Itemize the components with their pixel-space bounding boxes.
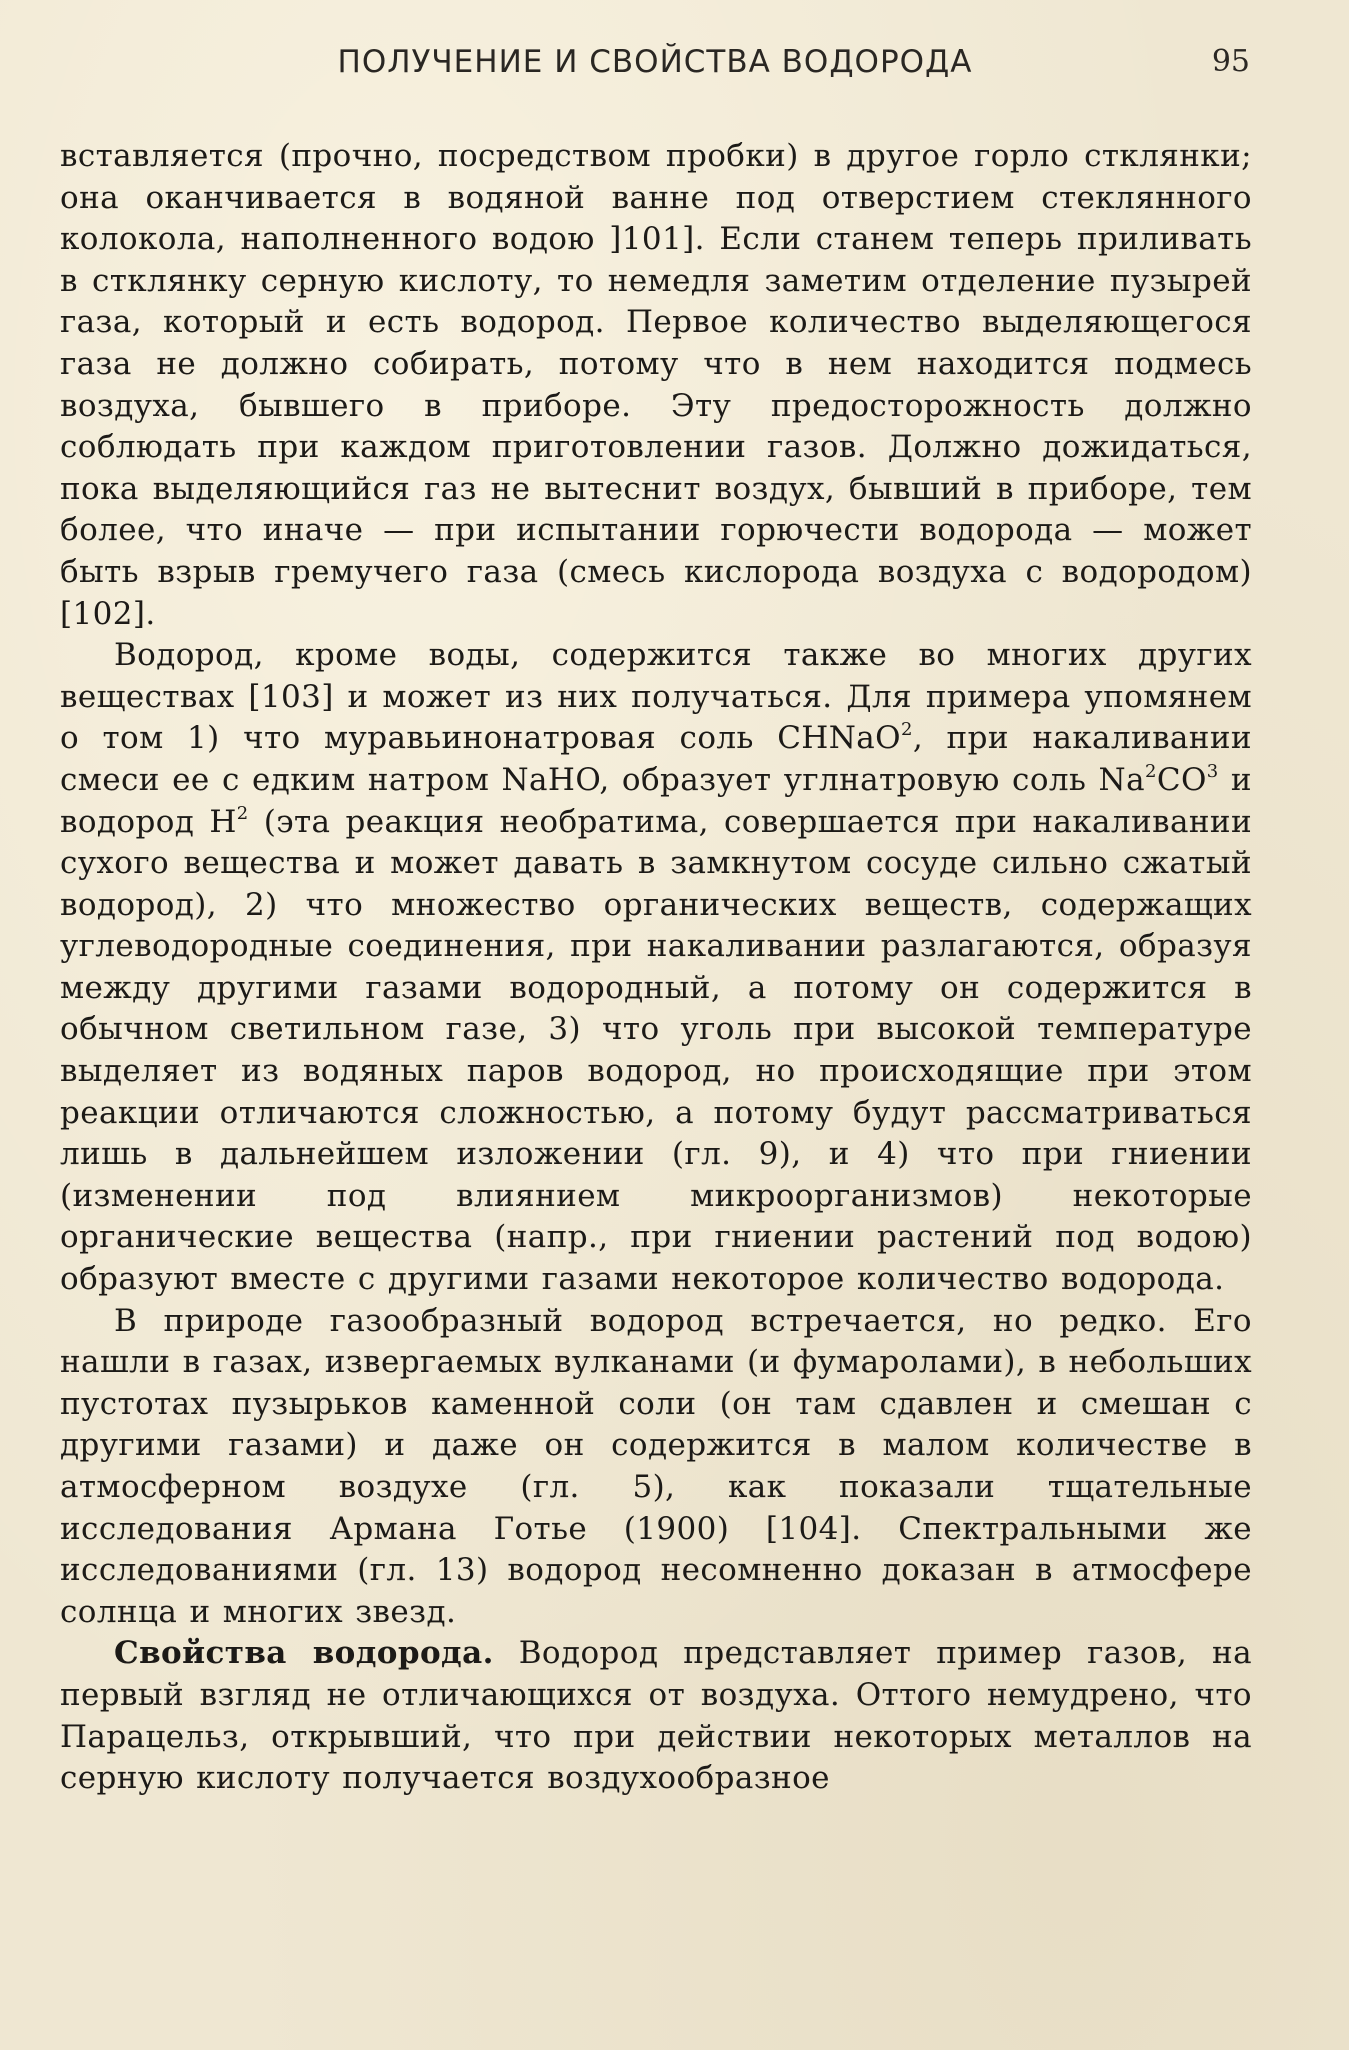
text-run: CO [1156, 761, 1207, 798]
paragraph-properties [60, 1633, 1252, 1799]
text-run: Водород представляет пример газов, на первый взгляд не отличающихся от воздуха. Оттого немудрено, что Парацельз, открывший, что при действии некоторых металлов на серную кислоту получается воздухообразное [60, 1635, 1252, 1797]
section-heading: Свойства водорода. [114, 1635, 494, 1672]
body-text [60, 136, 1252, 1800]
superscript: 2 [1144, 760, 1157, 782]
superscript: 2 [900, 719, 913, 741]
paragraph-continued: вставляется (прочно, посредством пробки) в другое горло стклянки; она оканчивается в водяной ванне под отверстием стеклянного колокола, наполненного водою ]101]. Если станем теперь приливать в стклянку серную кислоту, то немедля заметим отделение пузырей газа, который и есть водород. Первое количество выделяющегося газа не должно собирать, потому что в нем находится подмесь воздуха, бывшего в приборе. Эту предосторожность должно соблюдать при каждом приготовлении газов. Должно дожидаться, пока выделяющийся газ не вытеснит воздух, бывший в приборе, тем более, что иначе — при испытании горючести водорода — может быть взрыв гремучего газа (смесь кислорода воздуха с водородом) [102]. [60, 138, 1252, 632]
page-header [60, 40, 1250, 84]
text-run: Водород, кроме воды, содержится также во многих других веществах [103] и может из них получаться. Для примера упомянем о том 1) что муравьинонатровая соль CHNaO [60, 637, 1252, 757]
superscript: 2 [236, 802, 249, 824]
paragraph-natural-occurrence: В природе газообразный водород встречается, но редко. Его нашли в газах, извергаемых вулканами (и фумаролами), в небольших пустотах пузырьков каменной соли (он там сдавлен и смешан с другими газами) и даже он содержится в малом количестве в атмосферном воздухе (гл. 5), как показали тщательные исследования Армана Готье (1900) [104]. Спектральными же исследованиями (гл. 13) водород несомненно доказан в атмосфере солнца и многих звезд. [60, 1302, 1252, 1630]
page-number: 95 [1211, 44, 1250, 79]
superscript: 3 [1206, 760, 1219, 782]
text-run: (эта реакция необратима, совершается при накаливании сухого вещества и может давать в замкнутом сосуде сильно сжатый водород), 2) что множество органических веществ, содержащих углеводородные соединения, при накаливании разлагаются, образуя между другими газами водородный, а потому он содержится в обычном светильном газе, 3) что уголь при высокой температуре выделяет из водяных паров водород, но происходящие при этом реакции отличаются сложностью, а потому будут рассматриваться лишь в дальнейшем изложении (гл. 9), и 4) что при гниении (изменении под влиянием микроорганизмов) некоторые органические вещества (напр., при гниении растений под водою) образуют вместе с другими газами некоторое количество водорода. [60, 803, 1253, 1298]
paragraph-hydrogen-sources [60, 635, 1252, 1301]
text-run: , при накаливании смеси ее с едким натром NaHO, образует углнатровую соль Na [60, 720, 1252, 798]
text-run: и водород H [60, 761, 1252, 840]
running-title: ПОЛУЧЕНИЕ И СВОЙСТВА ВОДОРОДА [337, 44, 973, 80]
